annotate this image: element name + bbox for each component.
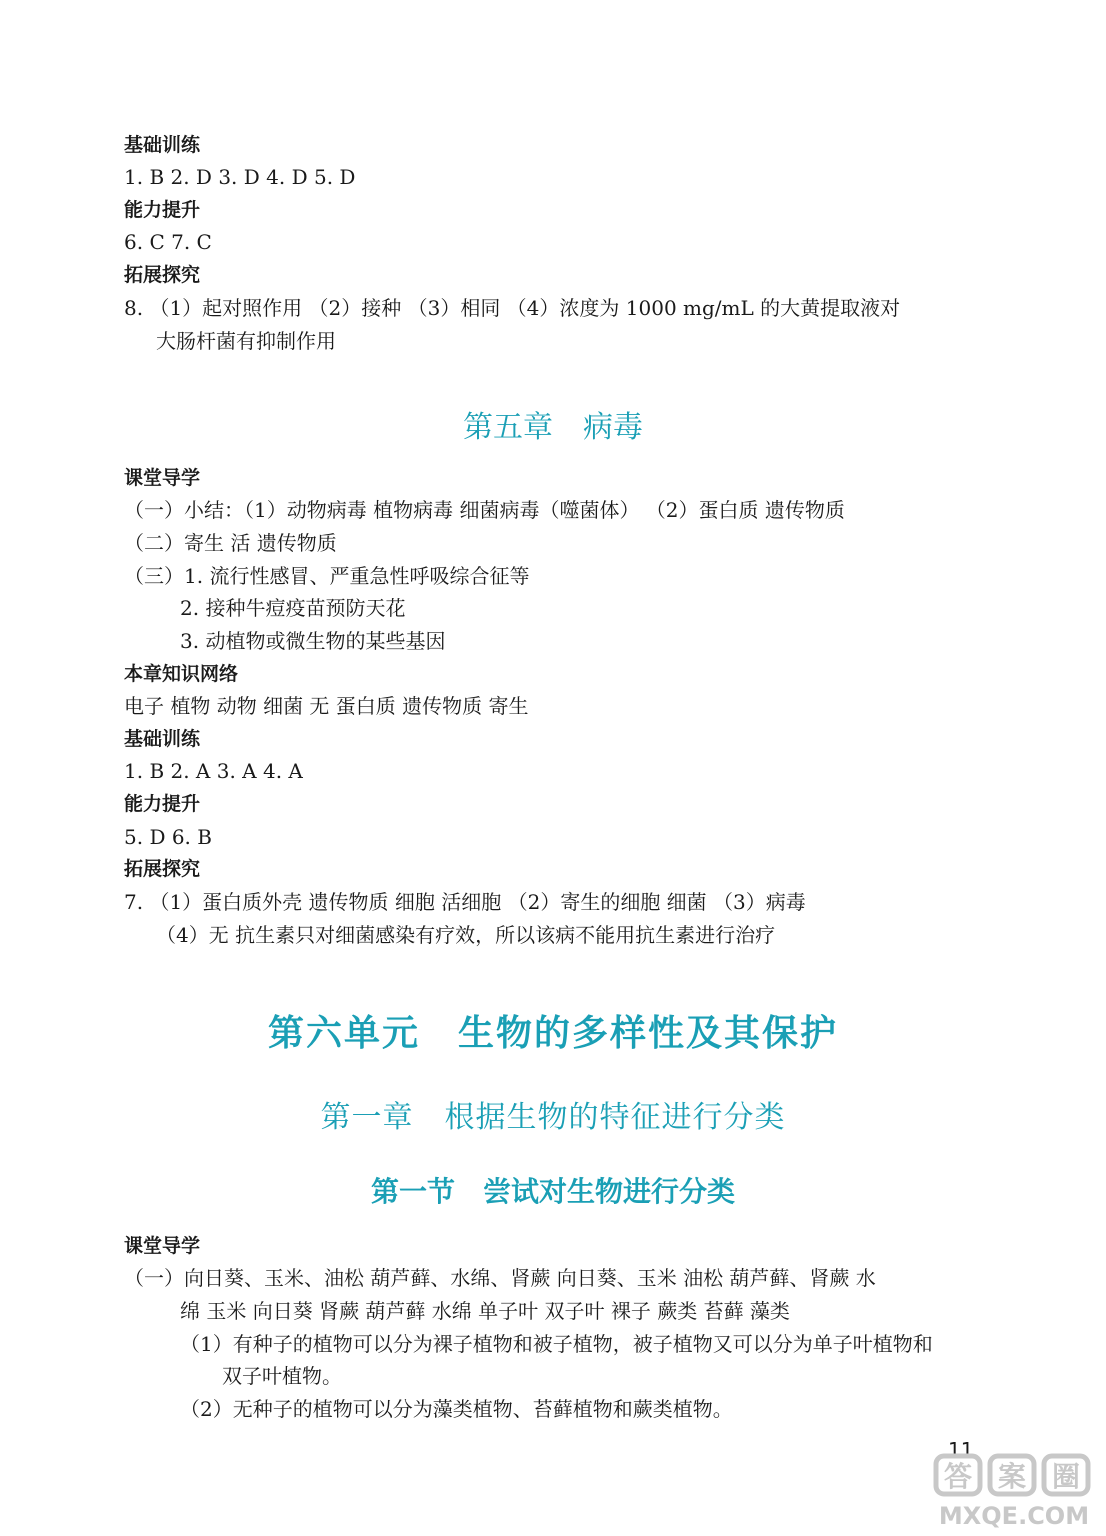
section-title: 第一节 尝试对生物进行分类	[370, 1175, 735, 1208]
classroom-line-3: （三）1. 流行性感冒、严重急性呼吸综合征等	[124, 564, 530, 588]
watermark-icon	[906, 1452, 1096, 1530]
unit6-line-2: 绵 玉米 向日葵 肾蕨 葫芦藓 水绵 单子叶 双子叶 裸子 蕨类 苔藓 藻类	[180, 1299, 790, 1323]
ability-answers-2: 5. D 6. B	[124, 825, 212, 849]
heading-classroom: 课堂导学	[124, 467, 201, 489]
heading-ability-2: 能力提升	[124, 793, 201, 815]
q7-line-1: 7. （1）蛋白质外壳 遗传物质 细胞 活细胞 （2）寄生的细胞 细菌 （3）病毒	[124, 890, 806, 914]
classroom-line-4: 2. 接种牛痘疫苗预防天花	[180, 596, 406, 620]
q8-line-2: 大肠杆菌有抑制作用	[156, 329, 336, 353]
heading-extend: 拓展探究	[124, 264, 201, 286]
basic-training-answers-2: 1. B 2. A 3. A 4. A	[124, 759, 303, 783]
watermark-url: MXQE.COM	[938, 1502, 1090, 1530]
q8-line-1: 8. （1）起对照作用 （2）接种 （3）相同 （4）浓度为 1000 mg/mL 的大黄提取液对	[124, 296, 901, 320]
watermark-char-3: 圈	[1051, 1460, 1081, 1493]
unit6-line-4: 双子叶植物。	[222, 1364, 342, 1388]
heading-ability: 能力提升	[124, 199, 201, 221]
heading-classroom-2: 课堂导学	[124, 1235, 201, 1257]
q7-line-2: （4）无 抗生素只对细菌感染有疗效，所以该病不能用抗生素进行治疗	[156, 923, 776, 947]
heading-basic-training: 基础训练	[124, 134, 201, 156]
unit6-line-3: （1）有种子的植物可以分为裸子植物和被子植物，被子植物又可以分为单子叶植物和	[180, 1332, 933, 1356]
heading-basic-training-2: 基础训练	[124, 728, 201, 750]
unit-title: 第六单元 生物的多样性及其保护	[267, 1013, 838, 1054]
watermark-logo	[906, 1452, 1096, 1530]
unit6-line-1: （一）向日葵、玉米、油松 葫芦藓、水绵、肾蕨 向日葵、玉米 油松 葫芦藓、肾蕨 水	[124, 1266, 876, 1290]
watermark-char-2: 案	[997, 1460, 1027, 1493]
ability-answers: 6. C 7. C	[124, 230, 212, 254]
page-number: 11	[948, 1438, 974, 1462]
classroom-line-5: 3. 动植物或微生物的某些基因	[180, 629, 446, 653]
heading-knowledge-network: 本章知识网络	[124, 663, 239, 685]
unit6-line-5: （2）无种子的植物可以分为藻类植物、苔藓植物和蕨类植物。	[180, 1397, 733, 1421]
chapter-title-virus: 第五章 病毒	[463, 410, 643, 445]
heading-extend-2: 拓展探究	[124, 858, 201, 880]
knowledge-network-answers: 电子 植物 动物 细菌 无 蛋白质 遗传物质 寄生	[124, 694, 529, 718]
classroom-line-1: （一）小结：（1）动物病毒 植物病毒 细菌病毒（噬菌体） （2）蛋白质 遗传物质	[124, 498, 845, 522]
classroom-line-2: （二）寄生 活 遗传物质	[124, 531, 337, 555]
basic-training-answers: 1. B 2. D 3. D 4. D 5. D	[124, 165, 356, 189]
chapter-title-classification: 第一章 根据生物的特征进行分类	[320, 1100, 786, 1135]
watermark-char-1: 答	[943, 1460, 973, 1493]
